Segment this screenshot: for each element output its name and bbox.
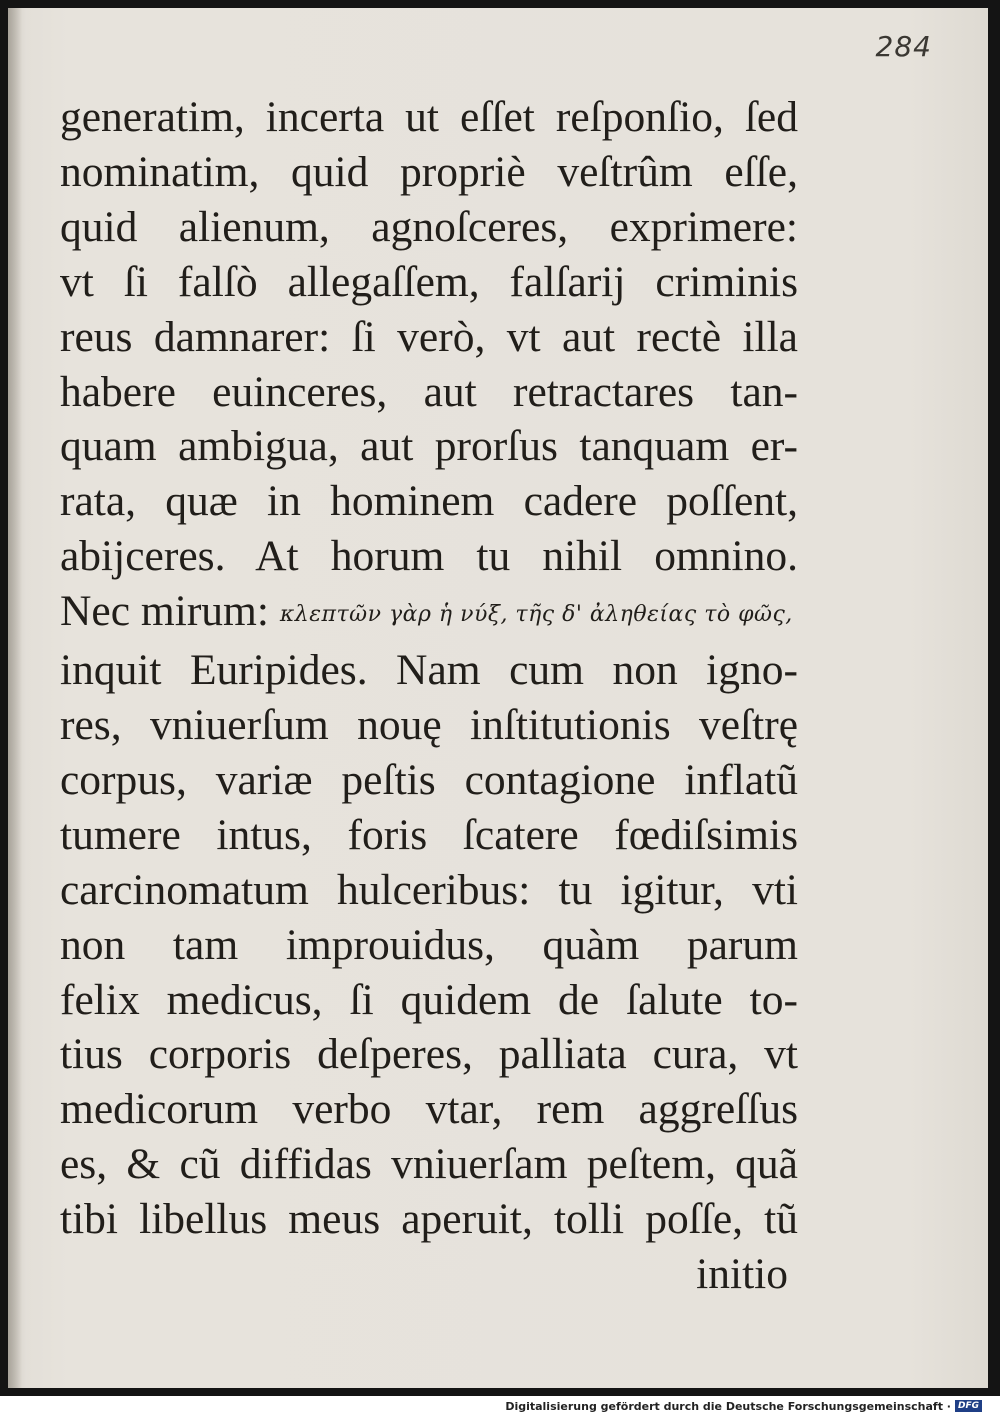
text-line-1: generatim, incerta ut eſſet reſponſio, ſed	[60, 93, 798, 141]
text-line-5: reus damnarer: ſi verò, vt aut rectè illa	[60, 312, 798, 361]
dfg-logo: DFG	[955, 1400, 982, 1412]
gutter-shadow	[8, 8, 22, 1388]
text-line-3: quid alienum, agnoſceres, exprimere:	[60, 202, 798, 251]
text-line-15: carcinomatum hulceribus: tu igitur, vti	[60, 865, 798, 914]
text-line-16: non tam improuidus, quàm parum	[60, 920, 798, 969]
body-text	[60, 90, 798, 1302]
book-page	[8, 8, 988, 1388]
text-line-4: vt ſi falſò allegaſſem, falſarij criminis	[60, 257, 798, 306]
greek-quote-line	[60, 584, 798, 643]
text-line-19: medicorum verbo vtar, rem aggreſſus	[60, 1085, 798, 1134]
text-line-11: inquit Euripides. Nam cum non igno-	[60, 646, 798, 695]
text-line-18: tius corporis deſperes, palliata cura, vt	[60, 1030, 798, 1079]
digitization-credit	[505, 1398, 982, 1414]
text-line-17: felix medicus, ſi quidem de ſalute to-	[60, 975, 798, 1024]
credit-text: Digitalisierung gefördert durch die Deutsche Forschungsgemeinschaft ·	[505, 1399, 951, 1413]
greek-quotation: κλεπτῶν γὰρ ἡ νύξ, τῆς δ' ἀληθείας τὸ φῶς,	[279, 602, 793, 628]
text-line-21: tibi libellus meus aperuit, tolli poſſe, tũ	[60, 1195, 798, 1244]
folio-number: 284	[875, 30, 932, 63]
text-line-2: nominatim, quid propriè veſtrûm eſſe,	[60, 147, 798, 196]
text-line-7: quam ambigua, aut prorſus tanquam er-	[60, 422, 798, 471]
text-line-8: rata, quæ in hominem cadere poſſent,	[60, 477, 798, 526]
greek-line-latin: Nec mirum:	[60, 587, 269, 636]
text-line-14: tumere intus, foris ſcatere fœdiſsimis	[60, 810, 798, 859]
text-line-12: res, vniuerſum nouę inſtitutionis veſtrę	[60, 700, 798, 749]
text-line-6: habere euinceres, aut retractares tan-	[60, 367, 798, 416]
catchword: initio	[696, 1250, 788, 1299]
text-line-20: es, & cũ diffidas vniuerſam peſtem, quã	[60, 1140, 798, 1189]
text-line-9: abijceres. At horum tu nihil omnino.	[60, 532, 798, 581]
text-line-13: corpus, variæ peſtis contagione inflatũ	[60, 755, 798, 804]
